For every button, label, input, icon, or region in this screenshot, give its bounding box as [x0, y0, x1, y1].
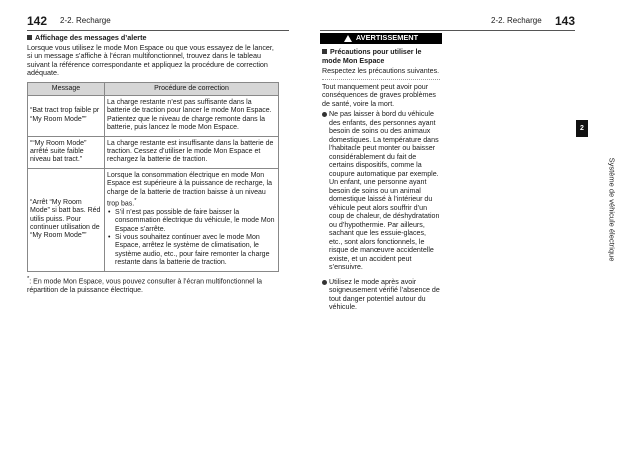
divider: [322, 79, 440, 80]
footnote: *: En mode Mon Espace, vous pouvez consulter à l’écran multifonctionnel la répartition de la puissance électrique.: [27, 275, 262, 294]
warning-paragraph: Tout manquement peut avoir pour conséquences de graves problèmes de santé, voire la mort.: [322, 82, 436, 108]
chapter-label: Système de véhicule électrique: [607, 157, 617, 262]
section-title-right: 2-2. Recharge: [491, 16, 542, 25]
list-item: • Si vous souhaitez continuer avec le mode Mon Espace, arrêtez le système de climatisation, le système audio, etc., pour faire remonter la charge restante dans la batterie de traction.: [115, 234, 276, 268]
section-heading: Affichage des messages d’alerte: [27, 34, 279, 43]
message-cell: “Bat tract trop faible pr “My Room Mode””: [28, 95, 105, 136]
column-header-procedure: Procédure de correction: [105, 82, 279, 95]
header-rule-left: [27, 30, 289, 31]
message-cell: ““My Room Mode” arrêté suite faible niveau bat tract.”: [28, 136, 105, 168]
page-number-left: 142: [27, 14, 48, 28]
warning-item: Utilisez le mode après avoir soigneusement vérifié l’absence de tout danger potentiel autour du véhicule.: [322, 278, 440, 312]
procedure-intro: Lorsque la consommation électrique en mode Mon Espace est supérieure à la puissance de recharge, la charge de la batterie de traction baisse à un niveau trop bas.: [107, 171, 272, 208]
warning-box: [320, 33, 442, 312]
warning-heading: Précautions pour utiliser le mode Mon Espace: [322, 48, 422, 65]
alert-messages-table: [27, 82, 279, 272]
section-title-left: 2-2. Recharge: [60, 16, 111, 25]
warning-intro: Respectez les précautions suivantes.: [322, 67, 440, 75]
warning-title-bar: AVERTISSEMENT: [320, 33, 442, 44]
intro-paragraph: Lorsque vous utilisez le mode Mon Espace ou que vous essayez de le lancer, si un message s’affiche à l’écran multifonctionnel, trouvez dans le tableau suivant la référence correspondante et appliquez la procédure de correction adéquate.: [27, 42, 274, 78]
square-bullet-icon: [322, 49, 327, 54]
procedure-cell: La charge restante n’est pas suffisante dans la batterie de traction pour lancer le mode Mon Espace. Patientez que le niveau de charge remonte dans la batterie, puis lancez le mode Mon Espace.: [105, 95, 279, 136]
alert-messages-section: [27, 34, 279, 295]
page-number-right: 143: [555, 14, 576, 28]
procedure-bullets: [107, 209, 276, 268]
table-row: [28, 136, 279, 168]
footnote-ref: *: [134, 198, 137, 205]
chapter-tab: 2: [576, 120, 588, 137]
procedure-cell: La charge restante est insuffisante dans la batterie de traction. Cessez d’utiliser le mode Mon Espace et rechargez la batterie de traction.: [105, 136, 279, 168]
header-rule-right: [320, 30, 575, 31]
square-bullet-icon: [27, 35, 32, 40]
procedure-cell: [105, 168, 279, 271]
column-header-message: Message: [28, 82, 105, 95]
table-row: [28, 168, 279, 271]
warning-item: Ne pas laisser à bord du véhicule des enfants, des personnes ayant besoin de soins ou des animaux domestiques. La température dans l’habitacle peut monter ou baisser considérablement du fait de certains dispositifs, comme la coupure automatique par exemple. Un enfant, une personne ayant besoin de soins ou un animal domestique laissé à l’intérieur du véhicule peut alors souffrir d’un coup de chaleur, de déshydratation ou d’hypothermie. Par ailleurs, sachant que les essuie-glaces, etc., sont alors fonctionnels, le risque de manœuvre accidentelle existe, et un accident peut s’ensuivre.: [322, 110, 440, 272]
footnote-mark: *: [27, 275, 30, 282]
warning-triangle-icon: [344, 35, 352, 42]
list-item: • S’il n’est pas possible de faire baisser la consommation électrique du véhicule, le mode Mon Espace s’arrête.: [115, 209, 276, 234]
message-cell: “Arrêt “My Room Mode” si batt bas. Réd utilis puiss. Pour continuer utilisation de “My Room Mode””: [28, 168, 105, 271]
table-row: [28, 95, 279, 136]
